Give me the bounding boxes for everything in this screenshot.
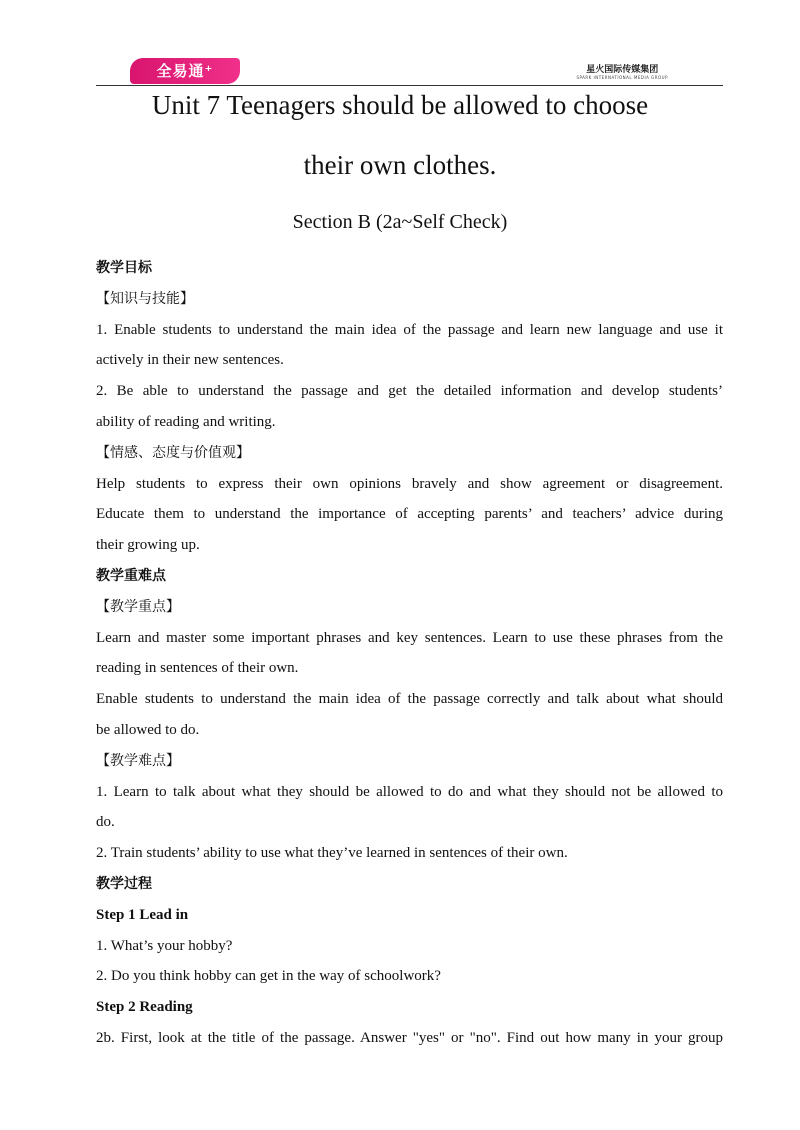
subheading-knowledge-skills: 【知识与技能】: [96, 290, 194, 307]
step-heading: Step 1 Lead in: [96, 906, 189, 923]
question-line: 2. Do you think hobby can get in the way of schoolwork?: [96, 968, 441, 985]
paragraph-line: their growing up.: [96, 537, 200, 554]
paragraph-line: 2. Train students’ ability to use what they’ve learned in sentences of their own.: [96, 845, 568, 862]
section-subtitle: Section B (2a~Self Check): [292, 211, 508, 233]
paragraph-line: actively in their new sentences.: [96, 352, 284, 369]
paragraph-line: be allowed to do.: [96, 721, 200, 738]
heading-teaching-goals: 教学目标: [96, 260, 152, 276]
paragraph-line: 1. Enable students to understand the main idea of the passage and learn new language and use it: [96, 321, 723, 338]
paragraph-line: Help students to express their own opinions bravely and show agreement or disagreement.: [96, 475, 723, 492]
paragraph-line: Enable students to understand the main idea of the passage correctly and talk about what should: [96, 691, 723, 708]
heading-teaching-process: 教学过程: [96, 875, 152, 892]
paragraph-line: 2. Be able to understand the passage and get the detailed information and develop students’: [96, 383, 723, 400]
title-line-2: their own clothes.: [303, 150, 497, 180]
publisher-brand: [576, 62, 668, 80]
paragraph-line: Educate them to understand the importance of accepting parents’ and teachers’ advice during: [96, 506, 723, 523]
paragraph-line: 2b. First, look at the title of the passage. Answer "yes" or "no". Find out how many in your group: [96, 1029, 723, 1046]
paragraph-line: 1. Learn to talk about what they should be allowed to do and what they should not be allowed to: [96, 783, 723, 800]
page-header: [96, 56, 723, 86]
paragraph-line: do.: [96, 814, 115, 831]
header-divider: [96, 85, 723, 86]
paragraph-line: Learn and master some important phrases and key sentences. Learn to use these phrases from the: [96, 629, 723, 646]
title-line-1: Unit 7 Teenagers should be allowed to choose: [151, 90, 649, 120]
subheading-emotion-values: 【情感、态度与价值观】: [96, 444, 250, 461]
publisher-name-cn: 星火国际传媒集团: [586, 65, 659, 75]
step-heading: Step 2 Reading: [96, 999, 193, 1016]
paragraph-line: ability of reading and writing.: [96, 413, 276, 430]
publisher-name-en: SPARK INTERNATIONAL MEDIA GROUP: [576, 75, 668, 80]
document-body: [96, 253, 723, 1054]
quanyitong-logo: 全易通⁺: [130, 58, 240, 84]
question-line: 1. What’s your hobby?: [96, 937, 233, 954]
heading-key-difficult-points: 教学重难点: [96, 567, 166, 584]
paragraph-line: reading in sentences of their own.: [96, 660, 299, 677]
subheading-key-points: 【教学重点】: [96, 598, 180, 615]
subheading-difficult-points: 【教学难点】: [96, 752, 180, 769]
